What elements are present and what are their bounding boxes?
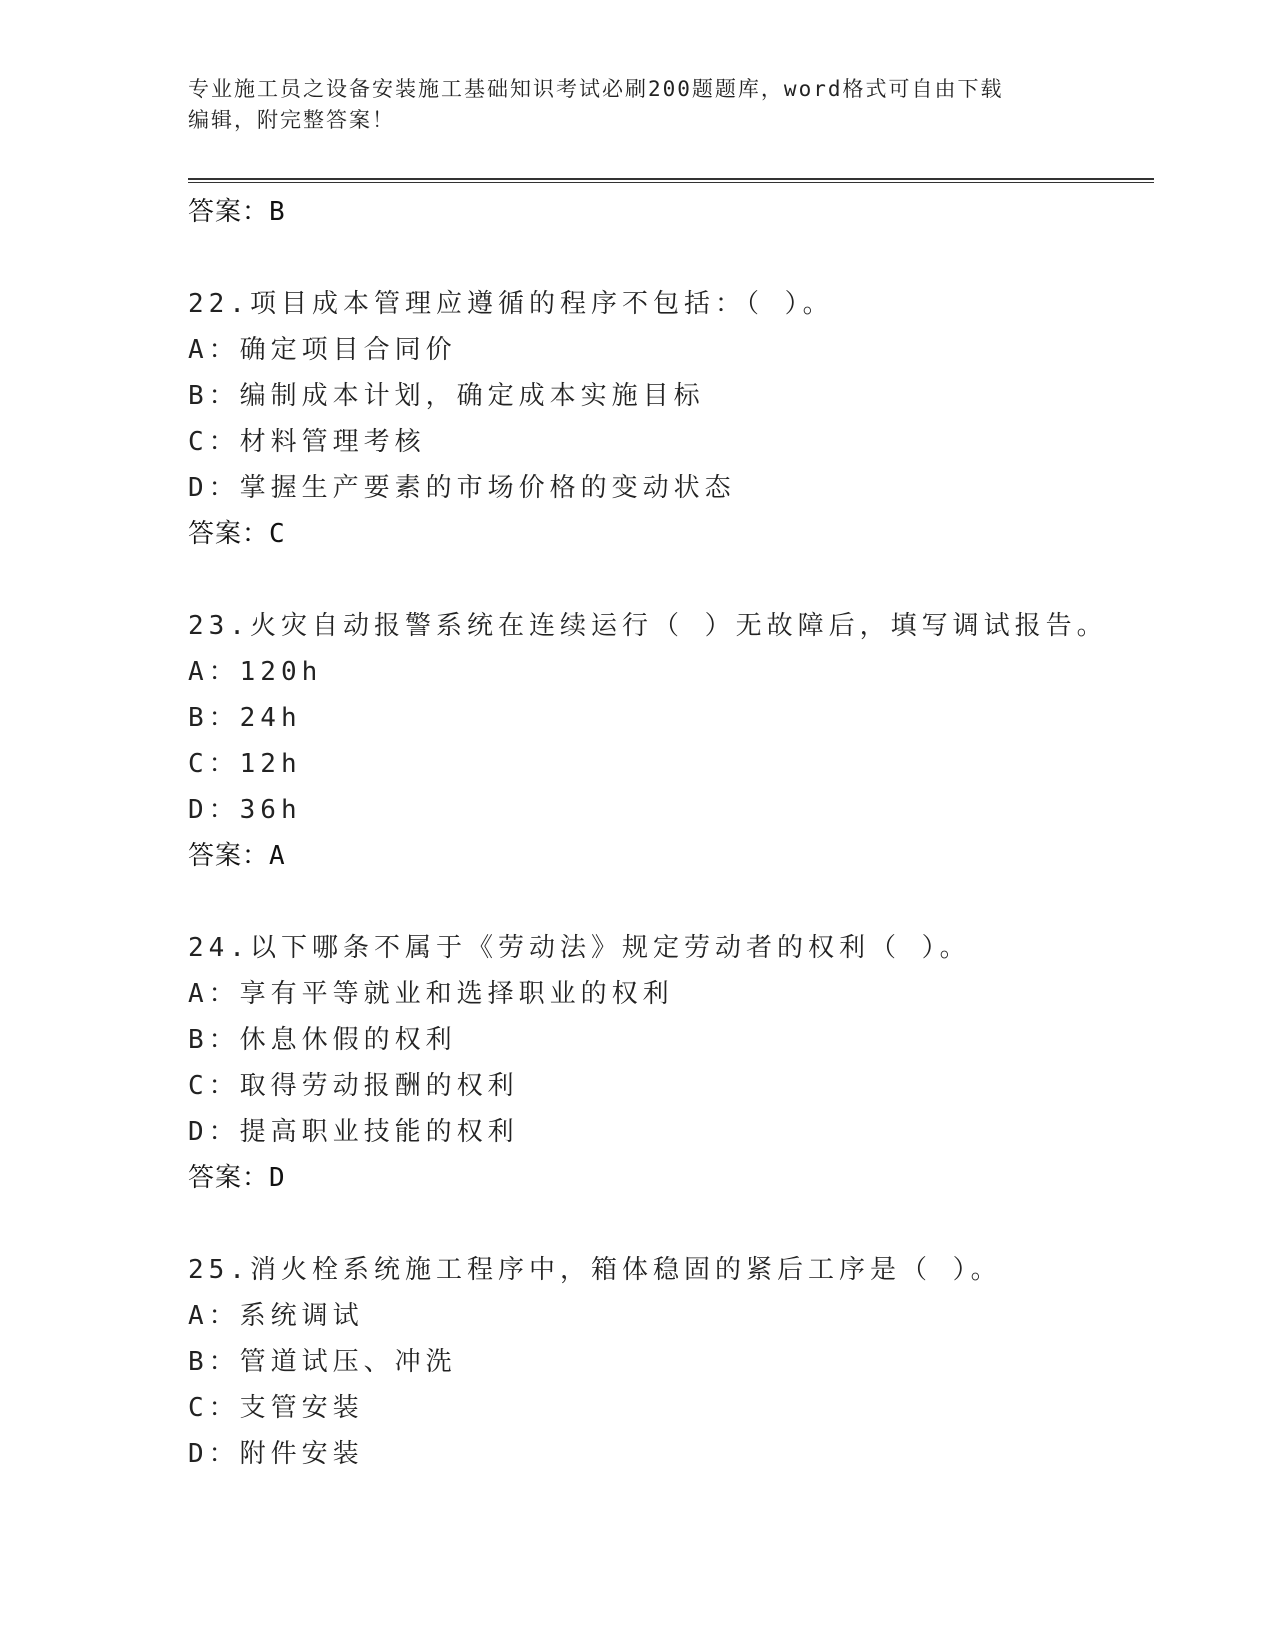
option-b: B：24h bbox=[188, 703, 302, 733]
option-c: C：支管安装 bbox=[188, 1393, 364, 1423]
spacer bbox=[188, 557, 1148, 603]
option-a: A：享有平等就业和选择职业的权利 bbox=[188, 979, 674, 1009]
answer-line: 答案：A bbox=[188, 841, 286, 871]
question-text: 24.以下哪条不属于《劳动法》规定劳动者的权利（ ）。 bbox=[188, 933, 971, 963]
option-a: A：120h bbox=[188, 657, 323, 687]
option-a: A：系统调试 bbox=[188, 1301, 364, 1331]
question-text: 22.项目成本管理应遵循的程序不包括：（ ）。 bbox=[188, 289, 834, 319]
option-c: C：材料管理考核 bbox=[188, 427, 426, 457]
option-b: B：休息休假的权利 bbox=[188, 1025, 457, 1055]
spacer bbox=[188, 235, 1148, 281]
option-b: B：编制成本计划，确定成本实施目标 bbox=[188, 381, 705, 411]
option-d: D：掌握生产要素的市场价格的变动状态 bbox=[188, 473, 736, 503]
answer-line: 答案：D bbox=[188, 1163, 286, 1193]
question-text: 25.消火栓系统施工程序中，箱体稳固的紧后工序是（ ）。 bbox=[188, 1255, 1002, 1285]
spacer bbox=[188, 879, 1148, 925]
option-d: D：提高职业技能的权利 bbox=[188, 1117, 519, 1147]
spacer bbox=[188, 1201, 1148, 1247]
header-divider bbox=[188, 178, 1154, 183]
header-line-1: 专业施工员之设备安装施工基础知识考试必刷200题题库，word格式可自由下载 bbox=[188, 77, 1004, 101]
option-a: A：确定项目合同价 bbox=[188, 335, 457, 365]
answer-line: 答案：C bbox=[188, 519, 286, 549]
answer-line: 答案：B bbox=[188, 197, 286, 227]
option-c: C：取得劳动报酬的权利 bbox=[188, 1071, 519, 1101]
document-header bbox=[188, 74, 1088, 136]
option-d: D：附件安装 bbox=[188, 1439, 364, 1469]
option-b: B：管道试压、冲洗 bbox=[188, 1347, 457, 1377]
question-text: 23.火灾自动报警系统在连续运行（ ）无故障后，填写调试报告。 bbox=[188, 611, 1108, 641]
header-line-2: 编辑，附完整答案！ bbox=[188, 108, 395, 132]
option-d: D：36h bbox=[188, 795, 302, 825]
question-list bbox=[188, 189, 1148, 1477]
option-c: C：12h bbox=[188, 749, 302, 779]
